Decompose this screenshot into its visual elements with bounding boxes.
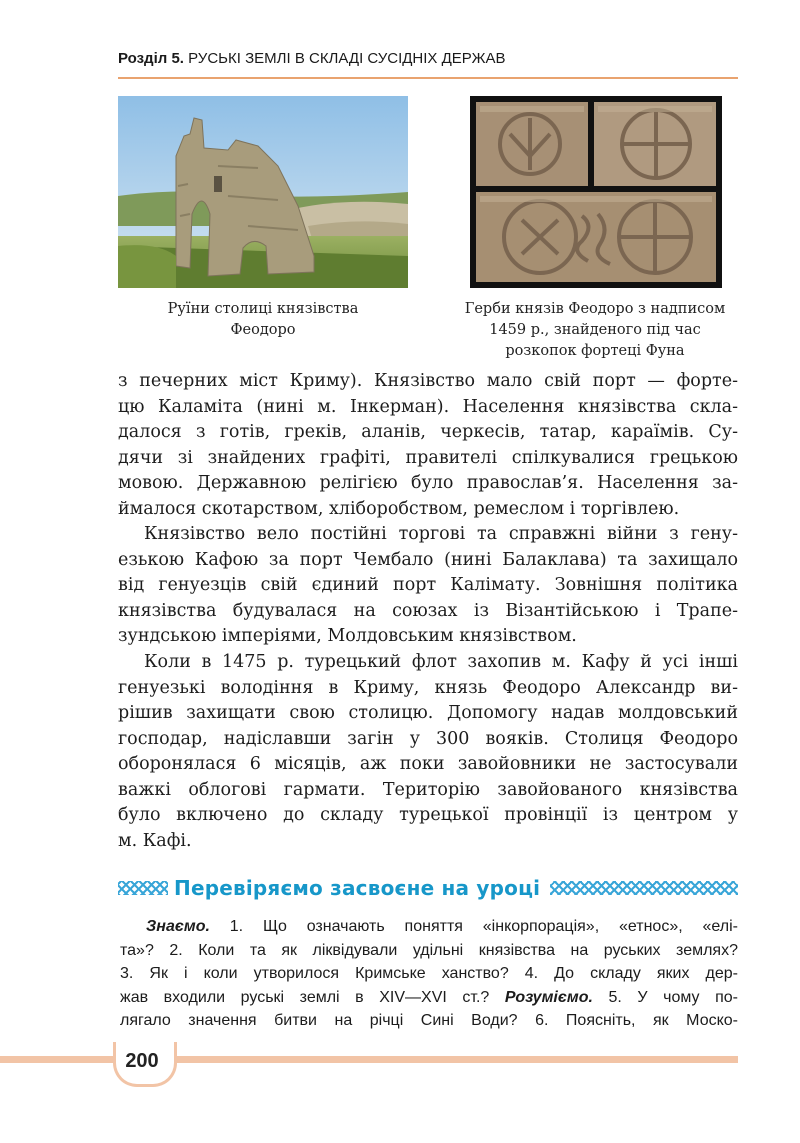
section-title: РУСЬКІ ЗЕМЛІ В СКЛАДІ СУСІДНІХ ДЕРЖАВ (188, 50, 506, 67)
page-number: 200 (125, 1050, 159, 1072)
review-heading (118, 873, 738, 903)
text-line: ймалося скотарством, хліборобством, ремеслом і торгівлею. (118, 498, 680, 519)
ruins-photo (118, 96, 408, 288)
text-line: цю Каламіта (нині м. Інкерман). Населення князівства скла- (118, 396, 738, 417)
caption-line: розкопок фортеці Фуна (505, 343, 685, 359)
text-line: зундською імперіями, Молдовським князівством. (118, 626, 577, 646)
text-line: генуезькі володіння в Криму, князь Феодоро Александр ви- (118, 677, 738, 698)
question-line (120, 986, 738, 1010)
text-line: Князівство вело постійні торгові та справжні війни з гену- (144, 524, 738, 544)
know-label: Знаємо. (146, 918, 210, 935)
text-line: господар, надіславши загін у 300 вояків. Столиця Феодоро (118, 728, 738, 749)
paragraph-1 (118, 369, 738, 522)
caption-line: Руїни столиці князівства (167, 301, 359, 317)
caption-line: 1459 р., знайденого під час (489, 322, 701, 338)
review-title: Перевіряємо засвоєне на уроці (174, 876, 541, 900)
text-line: було включено до складу турецької провінції із центром у (118, 805, 738, 825)
text-line: далося з готів, греків, аланів, черкесів, татар, караїмів. Су- (118, 422, 738, 442)
text-line: князівства будувалася на союзах із Візантійською і Трапе- (118, 600, 738, 621)
text-line: езькою Кафою за порт Чембало (нині Балаклава) та захищало (118, 549, 738, 570)
ornament-left (118, 881, 168, 895)
caption-line: Герби князів Феодоро з надписом (464, 301, 726, 317)
text-line: від генуезців свій єдиний порт Калімату. Зовнішня політика (118, 575, 738, 595)
question-line: 3. Як і коли утворилося Кримське ханство? 4. До складу яких дер- (120, 965, 738, 982)
text-line: з печерних міст Криму). Князівство мало свій порт — форте- (118, 371, 738, 391)
text-line: Коли в 1475 р. турецький флот захопив м. Кафу й усі інші (144, 652, 738, 672)
understand-label: Розуміємо. (504, 988, 593, 1006)
question-line (146, 915, 738, 939)
question-line: та»? 2. Коли та як ліквідували удільні князівства на руських землях? (120, 941, 738, 959)
caption-line: Феодоро (230, 322, 296, 338)
question-line: лягало значення битви на річці Сині Води? 6. Поясніть, як Моско- (120, 1012, 738, 1029)
running-header (118, 50, 738, 76)
text-line: м. Кафі. (118, 830, 192, 851)
text-line: дячи зі знайдених графіті, правителі спілкувалися грецькою (118, 447, 738, 468)
ornament-right (550, 881, 738, 895)
paragraph-3 (118, 650, 738, 854)
ruins-caption (128, 299, 398, 341)
section-label: Розділ 5. (118, 50, 184, 67)
text-line: мовою. Державною релігією було православ’я. Населення за- (118, 473, 738, 493)
crests-photo (470, 96, 722, 288)
question-text: жав входили руські землі в XIV—XVI ст.? (120, 988, 505, 1006)
text-line: важкі облогові гармати. Територію завойованого князівства (118, 779, 738, 800)
review-questions (120, 915, 739, 1033)
question-text: 1. Що означають поняття «інкорпорація», «етнос», «елі- (209, 918, 738, 935)
text-line: оборонялася 6 місяців, аж поки завойовники не застосували (118, 754, 738, 774)
footer-bar (0, 1056, 738, 1063)
crests-caption (440, 299, 750, 362)
question-text: 5. У чому по- (592, 988, 739, 1006)
header-rule (118, 77, 738, 79)
text-line: рішив захищати свою столицю. Допомогу надав молдовський (118, 703, 738, 723)
paragraph-2 (118, 522, 738, 650)
